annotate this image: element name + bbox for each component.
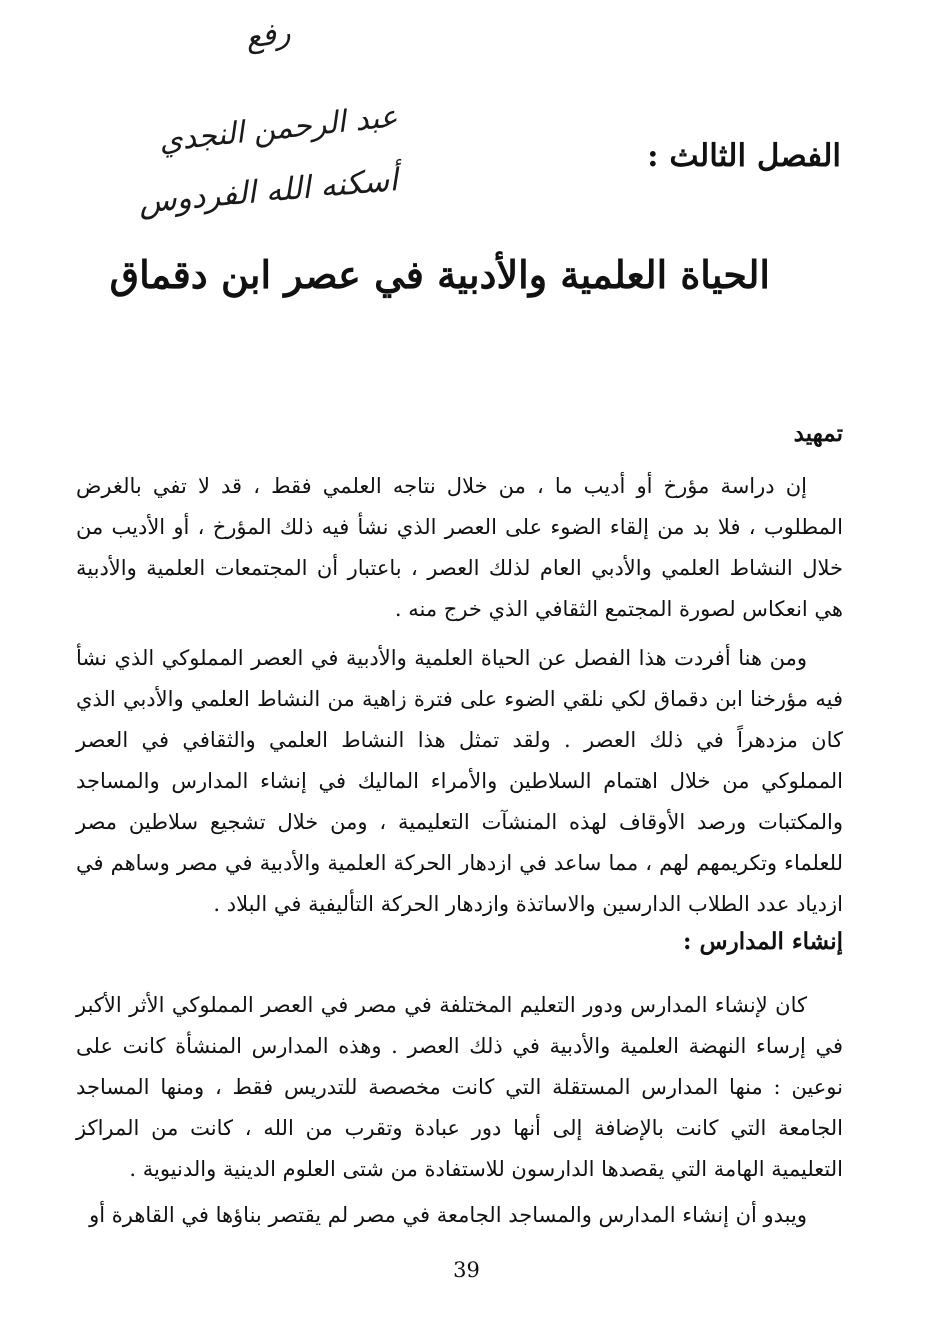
schools-paragraph-1: كان لإنشاء المدارس ودور التعليم المختلفة في مصر في العصر المملوكي الأثر الأكبر في إرساء النهضة العلمية والأدبية في ذلك العصر . وهذه المدارس المنشأة كانت على نوعين : منها المدارس المستقلة التي كانت مخصصة للتدريس فقط ، ومنها المساجد الجامعة التي كانت بالإضافة إلى أنها دور عبادة وتقرب من الله ، كانت من المراكز التعليمية الهامة التي يقصدها الدارسون للاستفادة من شتى العلوم الدينية والدنيوية . (76, 993, 843, 1181)
stamp-line-name: عبد الرحمن النجدي (157, 99, 400, 159)
intro-paragraph-1: إن دراسة مؤرخ أو أديب ما ، من خلال نتاجه العلمي فقط ، قد لا تفي بالغرض المطلوب ، فلا بد من إلقاء الضوء على العصر الذي نشأ فيه ذلك المؤرخ ، أو الأديب من خلال النشاط العلمي والأدبي العام لذلك العصر ، باعتبار أن المجتمعات العلمية والأدبية هي انعكاس لصورة المجتمع الثقافي الذي خرج منه . (76, 474, 843, 621)
schools-paragraph-2: ويبدو أن إنشاء المدارس والمساجد الجامعة في مصر لم يقتصر بناؤها في القاهرة أو (89, 1203, 807, 1227)
stamp-line-raf: رفع (243, 15, 293, 56)
calligraphy-stamp (137, 10, 408, 240)
page-number: 39 (453, 1258, 480, 1282)
intro-heading: تمهيد (793, 420, 843, 447)
schools-heading: إنشاء المدارس : (683, 928, 843, 955)
chapter-title: الحياة العلمية والأدبية في عصر ابن دقماق (109, 252, 770, 297)
chapter-label: الفصل الثالث : (647, 138, 841, 174)
stamp-line-prayer: أسكنه الله الفردوس (137, 162, 400, 221)
intro-paragraph-2: ومن هنا أفردت هذا الفصل عن الحياة العلمية والأدبية في العصر المملوكي الذي نشأ فيه مؤرخنا ابن دقماق لكي نلقي الضوء على فترة زاهية من النشاط العلمي والأدبي الذي كان مزدهراً في ذلك العصر . ولقد تمثل هذا النشاط العلمي والثقافي في العصر المملوكي من خلال اهتمام السلاطين والأمراء الماليك في إنشاء المدارس والمساجد والمكتبات ورصد الأوقاف لهذه المنشآت التعليمية ، ومن خلال تشجيع سلاطين مصر للعلماء وتكريمهم لهم ، مما ساعد في ازدهار الحركة العلمية والأدبية في مصر وساهم في ازدياد عدد الطلاب الدارسين والاساتذة وازدهار الحركة التأليفية في البلاد . (76, 646, 843, 916)
